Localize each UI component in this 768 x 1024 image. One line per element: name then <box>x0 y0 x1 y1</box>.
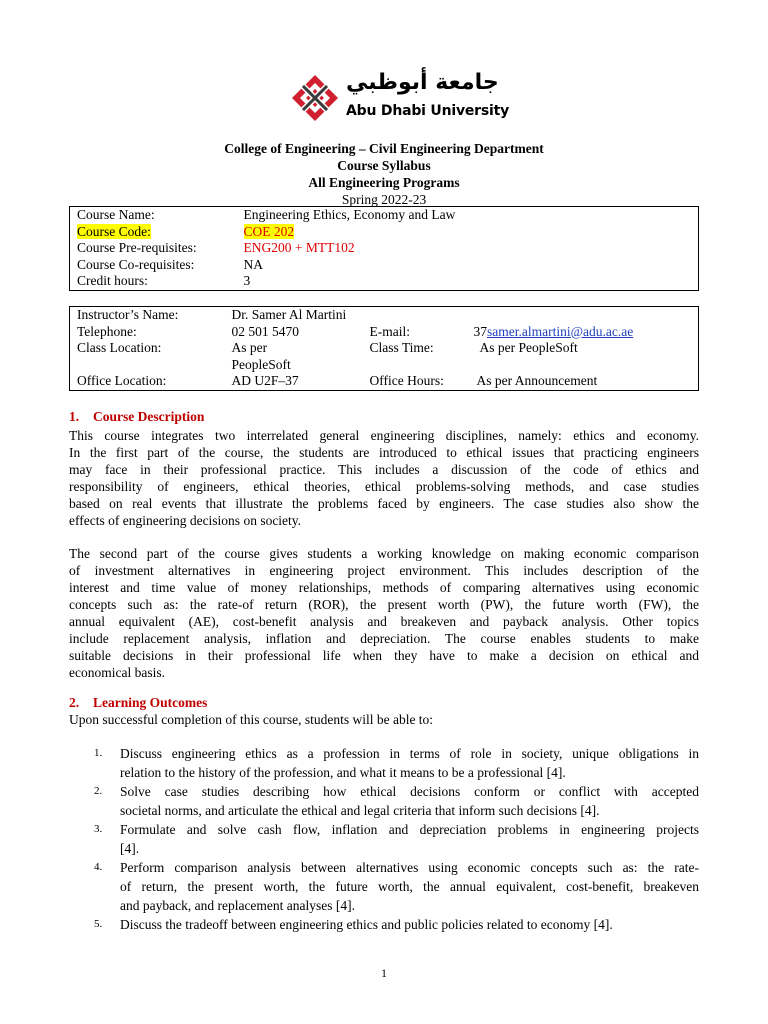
paragraph-line: of investment alternatives in engineering project environment. This includes description of the <box>69 563 699 578</box>
paragraph-line: responsibility of engineers, ethical theories, ethical problems-solving methods, and case studies <box>69 479 699 494</box>
office-hours-label: Office Hours: <box>369 373 444 388</box>
list-item-line: relation to the history of the profession, and what it means to be a professional [4]. <box>120 765 566 780</box>
email-label: E-mail: <box>369 323 410 339</box>
learning-outcomes-list <box>69 744 699 934</box>
prereq-label: Course Pre-requisites: <box>77 240 197 255</box>
course-name-label: Course Name: <box>77 207 155 222</box>
section-course-description-title <box>69 409 204 425</box>
email-prefix: 37 <box>473 323 487 339</box>
office-location-label: Office Location: <box>77 373 167 388</box>
course-name-row <box>70 207 699 224</box>
phone-value: 02 501 5470 <box>231 323 299 339</box>
list-item-line: [4]. <box>120 841 140 856</box>
list-item-line: Discuss engineering ethics as a profession in terms of role in society, unique obligations in <box>120 746 699 761</box>
paragraph-line: This course integrates two interrelated general engineering disciplines, namely: ethics and economy. <box>69 428 699 443</box>
prereq-value: ENG200 + MTT102 <box>243 240 355 255</box>
paragraph-line: effects of engineering decisions on society. <box>69 513 302 528</box>
coreq-label: Course Co-requisites: <box>77 256 195 272</box>
paragraph-line: include replacement analysis, inflation and depreciation. The course enables students to make <box>69 631 699 646</box>
instructor-name-row <box>70 307 699 324</box>
credit-value: 3 <box>243 273 251 288</box>
learning-outcomes-intro: Upon successful completion of this course, students will be able to: <box>69 712 434 727</box>
paragraph-line: concepts such as: the rate-of return (ROR), the present worth (PW), the future worth (FW), the <box>69 597 699 612</box>
list-item-line: Formulate and solve cash flow, inflation and depreciation problems in engineering projects <box>120 822 699 837</box>
paragraph-line: based on real events that illustrate the problems faced by engineers. The case studies also show the <box>69 496 699 511</box>
email-link[interactable]: samer.almartini@adu.ac.ae <box>487 323 634 339</box>
instructor-name-value: Dr. Samer Al Martini <box>231 307 347 322</box>
list-item-number: 2. <box>94 785 103 797</box>
class-time-label: Class Time: <box>369 340 434 355</box>
list-item-number: 3. <box>94 823 103 835</box>
list-item-number: 5. <box>94 918 103 930</box>
list-item <box>69 744 699 782</box>
class-location-value-2: PeopleSoft <box>231 356 291 372</box>
paragraph-line: interest and time value of money relationships, methods of comparing alternatives using economic <box>69 580 699 595</box>
university-logo <box>290 70 510 128</box>
section-number: 2. <box>69 695 80 710</box>
credit-row <box>70 273 699 290</box>
course-name-value: Engineering Ethics, Economy and Law <box>243 207 456 222</box>
logo-arabic-text: جامعة أبوظبي <box>346 70 499 95</box>
phone-label: Telephone: <box>77 323 137 339</box>
class-location-value-1: As per <box>231 340 268 355</box>
paragraph-line: economical basis. <box>69 665 165 680</box>
list-item <box>69 782 699 820</box>
phone-email-row <box>70 324 699 341</box>
section-number: 1. <box>69 409 80 424</box>
coreq-value: NA <box>243 256 263 272</box>
office-hours-value: As per Announcement <box>476 373 598 388</box>
office-location-value: AD U2F–37 <box>231 373 299 388</box>
course-description-paragraph-1 <box>69 427 699 529</box>
list-item-line: of return, the present worth, the future worth, the annual equivalent, cost-benefit, breakeven <box>120 879 699 894</box>
list-item-number: 1. <box>94 747 103 759</box>
list-item-line: Discuss the tradeoff between engineering ethics and public policies related to economy [4]. <box>120 917 613 932</box>
list-item-line: and payback, and replacement analyses [4]. <box>120 898 356 913</box>
class-time-value: As per PeopleSoft <box>479 340 578 355</box>
class-row <box>70 340 699 373</box>
section-learning-outcomes-title <box>69 695 207 711</box>
credit-label: Credit hours: <box>77 273 148 288</box>
term-heading: Spring 2022-23 <box>341 192 427 207</box>
course-code-label: Course Code: <box>77 223 151 239</box>
logo-english-text: Abu Dhabi University <box>346 103 510 119</box>
class-location-label: Class Location: <box>77 340 162 355</box>
course-description-paragraph-2 <box>69 545 699 681</box>
list-item-line: Perform comparison analysis between alternatives using economic concepts such as: the rate- <box>120 860 699 875</box>
course-code-value: COE 202 <box>243 223 295 239</box>
paragraph-line: The second part of the course gives students a working knowledge on making economic comparison <box>69 546 699 561</box>
course-info-table <box>69 206 699 291</box>
paragraph-line: annual equivalent (AE), cost-benefit analysis and breakeven and payback analysis. Other topics <box>69 614 699 629</box>
course-code-row <box>70 224 699 241</box>
list-item-line: societal norms, and articulate the ethical and legal criteria that inform such decisions [4]. <box>120 803 600 818</box>
list-item-number: 4. <box>94 861 103 873</box>
college-heading: College of Engineering – Civil Engineering Department <box>224 141 544 156</box>
programs-heading: All Engineering Programs <box>308 175 460 190</box>
list-item <box>69 858 699 915</box>
page-number: 1 <box>381 966 387 980</box>
list-item <box>69 915 699 934</box>
section-title-text: Course Description <box>93 409 205 424</box>
office-row <box>70 373 699 390</box>
prereq-row <box>70 240 699 257</box>
instructor-name-label: Instructor’s Name: <box>77 307 179 322</box>
list-item <box>69 820 699 858</box>
section-title-text: Learning Outcomes <box>93 695 208 710</box>
paragraph-line: may face in their professional practice. This includes a discussion of the code of ethics and <box>69 462 699 477</box>
logo-mark-icon <box>290 73 340 125</box>
list-item-line: Solve case studies describing how ethical decisions conform or conflict with accepted <box>120 784 699 799</box>
doc-type-heading: Course Syllabus <box>337 158 431 173</box>
paragraph-line: In the first part of the course, the students are introduced to ethical issues that practicing engineers <box>69 445 699 460</box>
paragraph-line: suitable decisions in their professional life when they have to make a decision on ethical and <box>69 648 699 663</box>
instructor-info-table <box>69 306 699 391</box>
coreq-row <box>70 257 699 274</box>
